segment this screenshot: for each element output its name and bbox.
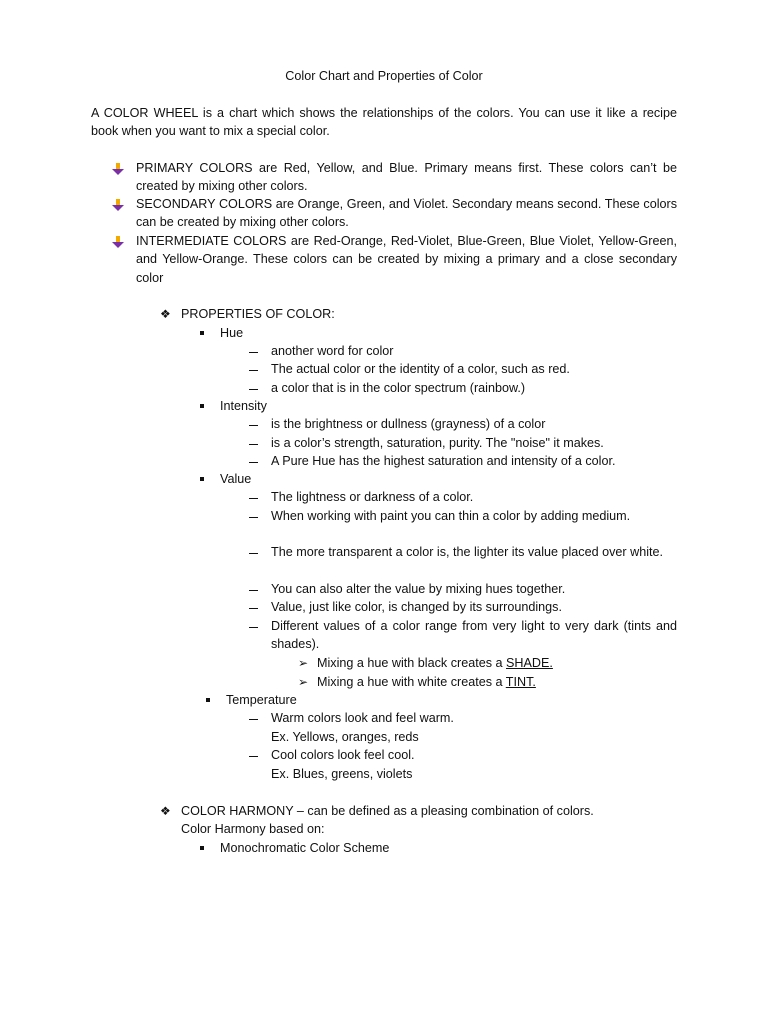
arrowhead-bullet-icon: ➢ [298, 656, 309, 670]
hue-item: another word for color [271, 344, 394, 358]
dash-bullet-icon [249, 462, 258, 463]
dash-bullet-icon [249, 756, 258, 757]
square-bullet-icon [206, 698, 210, 702]
dash-bullet-icon [249, 590, 258, 591]
dash-bullet-icon [249, 370, 258, 371]
value-item: Value, just like color, is changed by its surroundings. [271, 600, 562, 614]
square-bullet-icon [200, 331, 204, 335]
intensity-item: is a color’s strength, saturation, purity. The "noise" it makes. [271, 436, 604, 450]
secondary-colors-text: are Orange, Green, and Violet. Secondary means second. These colors can be created by mixing other colors. [136, 197, 678, 230]
intermediate-colors-text: are Red-Orange, Red-Violet, Blue-Green, Blue Violet, Yellow-Green, and Yellow-Orange. These colors can be created by mixing a primary and a close secondary color [136, 234, 677, 285]
intensity-item: is the brightness or dullness (grayness) of a color [271, 417, 546, 431]
dash-bullet-icon [249, 425, 258, 426]
intro-paragraph: A COLOR WHEEL is a chart which shows the relationships of the colors. You can use it like a recipe book when you want to mix a special color. [91, 106, 677, 139]
color-arrow-bullet-icon [112, 199, 124, 211]
hue-item: a color that is in the color spectrum (rainbow.) [271, 381, 526, 395]
shade-prefix: Mixing a hue with black creates a [317, 656, 506, 670]
tint-word: TINT. [505, 675, 536, 689]
document-title: Color Chart and Properties of Color [285, 69, 483, 83]
intermediate-colors-item [136, 232, 677, 287]
value-item: Different values of a color range from very light to very dark (tints and shades). [271, 619, 677, 652]
hue-label: Hue [220, 326, 244, 340]
primary-colors-term: PRIMARY COLORS [136, 161, 253, 175]
primary-colors-item [136, 159, 677, 196]
diamond-bullet-icon: ❖ [160, 804, 171, 818]
intensity-label: Intensity [220, 399, 267, 413]
temperature-label: Temperature [226, 693, 297, 707]
square-bullet-icon [200, 404, 204, 408]
square-bullet-icon [200, 477, 204, 481]
primary-colors-text: are Red, Yellow, and Blue. Primary means first. These colors can’t be created by mixing other colors. [136, 161, 678, 194]
value-item: When working with paint you can thin a color by adding medium. [271, 509, 631, 523]
tint-item [317, 673, 536, 691]
harmony-based-on: Color Harmony based on: [181, 822, 325, 836]
warm-item: Warm colors look and feel warm. [271, 711, 454, 725]
dash-bullet-icon [249, 719, 258, 720]
warm-example: Ex. Yellows, oranges, reds [271, 730, 419, 744]
harmony-item: Monochromatic Color Scheme [220, 841, 390, 855]
dash-bullet-icon [249, 389, 258, 390]
dash-bullet-icon [249, 608, 258, 609]
secondary-colors-term: SECONDARY COLORS [136, 197, 273, 211]
color-arrow-bullet-icon [112, 236, 124, 248]
dash-bullet-icon [249, 517, 258, 518]
tint-prefix: Mixing a hue with white creates a [317, 675, 506, 689]
arrowhead-bullet-icon: ➢ [298, 675, 309, 689]
hue-item: The actual color or the identity of a color, such as red. [271, 362, 570, 376]
value-item: The lightness or darkness of a color. [271, 490, 474, 504]
harmony-heading: COLOR HARMONY – can be defined as a pleasing combination of colors. [181, 804, 594, 818]
properties-heading: PROPERTIES OF COLOR: [181, 307, 335, 321]
dash-bullet-icon [249, 627, 258, 628]
square-bullet-icon [200, 846, 204, 850]
diamond-bullet-icon: ❖ [160, 307, 171, 321]
value-label: Value [220, 472, 252, 486]
dash-bullet-icon [249, 498, 258, 499]
dash-bullet-icon [249, 352, 258, 353]
secondary-colors-item [136, 195, 677, 232]
value-item: The more transparent a color is, the lighter its value placed over white. [271, 545, 663, 559]
dash-bullet-icon [249, 553, 258, 554]
intensity-item: A Pure Hue has the highest saturation and intensity of a color. [271, 454, 616, 468]
cool-item: Cool colors look feel cool. [271, 748, 415, 762]
shade-word: SHADE. [506, 656, 553, 670]
shade-item [317, 654, 553, 672]
value-item: You can also alter the value by mixing hues together. [271, 582, 566, 596]
intermediate-colors-term: INTERMEDIATE COLORS [136, 234, 287, 248]
dash-bullet-icon [249, 444, 258, 445]
color-arrow-bullet-icon [112, 163, 124, 175]
cool-example: Ex. Blues, greens, violets [271, 767, 413, 781]
